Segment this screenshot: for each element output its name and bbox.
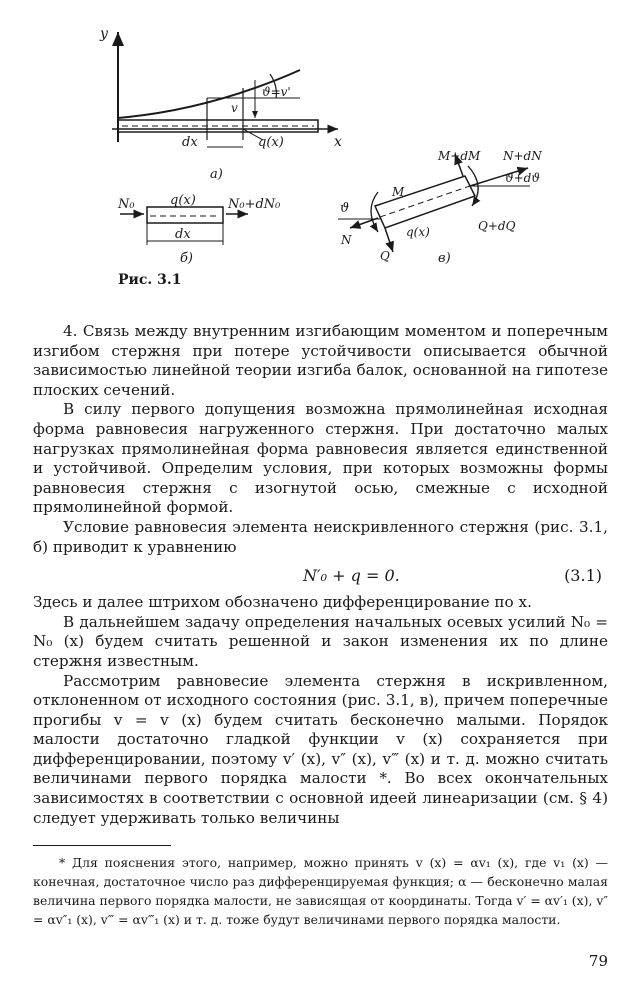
equation-number: (3.1) — [564, 566, 602, 586]
fig-b-q: q(x) — [170, 193, 196, 208]
fig-a-dx: dx — [182, 135, 198, 150]
fig-a-axis-x: x — [334, 134, 342, 150]
fig-a-axis-y: y — [100, 26, 108, 42]
paragraph-5: В дальнейшем задачу определения начальных осевых усилий N₀ = N₀ (x) будем считать решенной и закон изменения их по длине стержня известным. — [33, 612, 608, 670]
equation-3-1 — [33, 557, 608, 593]
fig-b-n0: N₀ — [118, 197, 135, 212]
fig-b-n0dn0: N₀+dN₀ — [228, 197, 281, 212]
page-number: 79 — [588, 952, 608, 970]
paragraph-4: Здесь и далее штрихом обозначено дифференцирование по x. — [33, 593, 532, 612]
fig-c-theta: ϑ — [340, 201, 350, 216]
subfigure-a — [99, 26, 342, 182]
fig-c-n: N — [341, 233, 352, 247]
fig-b-label: б) — [180, 251, 194, 266]
fig-c-qdq: Q+dQ — [478, 219, 516, 233]
fig-a-q: q(x) — [258, 135, 284, 150]
figure-3-1 — [0, 0, 636, 300]
subfigure-c — [338, 149, 542, 266]
fig-a-theta: ϑ=v' — [262, 85, 291, 99]
fig-c-mdm: M+dM — [438, 149, 481, 163]
figure-caption: Рис. 3.1 — [118, 272, 182, 288]
footnote: * Для пояснения этого, например, можно принять v (x) = αv₁ (x), где v₁ (x) — конечная, достаточное число раз дифференцируемая функция; α — бесконечно малая величина первого порядка малости, не зависящая от координаты. Тогда v′ = αv′₁ (x), v″ = αv″₁ (x), v‴ = αv‴₁ (x) и т. д. тоже будут величинами первого порядка малости. — [33, 855, 608, 927]
paragraph-1: 4. Связь между внутренним изгибающим моментом и поперечным изгибом стержня при потере устойчивости описывается обычной зависимостью линейной теории изгиба балок, основанной на гипотезе плоских сечений. — [33, 322, 608, 399]
fig-c-q-load: q(x) — [406, 225, 430, 239]
fig-c-thetadtheta: ϑ+dϑ — [505, 171, 540, 185]
fig-c-ndn: N+dN — [503, 149, 542, 163]
fig-b-dx: dx — [175, 227, 191, 242]
paragraph-3: Условие равновесия элемента неискривленного стержня (рис. 3.1, б) приводит к уравнению — [33, 517, 608, 556]
fig-c-q-force: Q — [380, 249, 390, 263]
fig-c-label: в) — [438, 251, 451, 266]
subfigure-b — [117, 193, 281, 266]
main-text — [33, 322, 608, 828]
paragraph-2: В силу первого допущения возможна прямолинейная исходная форма равновесия нагруженного стержня. При достаточно малых нагрузках прямолинейная форма равновесия является единственной и устойчивой. Определим условия, при которых возможны формы равновесия стержня с изогнутой осью, смежные с исходной прямолинейной формой. — [33, 400, 608, 517]
paragraph-6: Рассмотрим равновесие элемента стержня в искривленном, отклоненном от исходного состояния (рис. 3.1, в), причем поперечные прогибы v = v (x) будем считать бесконечно малыми. Порядок малости достаточно гладкой функции v (x) сохраняется при дифференцировании, поэтому v′ (x), v″ (x), v‴ (x) и т. д. можно считать величинами первого порядка малости *. Во всех окончательных зависимостях в соответствии с основной идеей линеаризации (см. § 4) следует удерживать только величины — [33, 671, 608, 827]
fig-a-label: а) — [210, 167, 223, 182]
fig-a-v: v — [231, 101, 238, 115]
footnote-rule — [33, 845, 171, 846]
fig-c-m: M — [392, 185, 405, 199]
equation-text: N′₀ + q = 0. — [303, 566, 400, 586]
